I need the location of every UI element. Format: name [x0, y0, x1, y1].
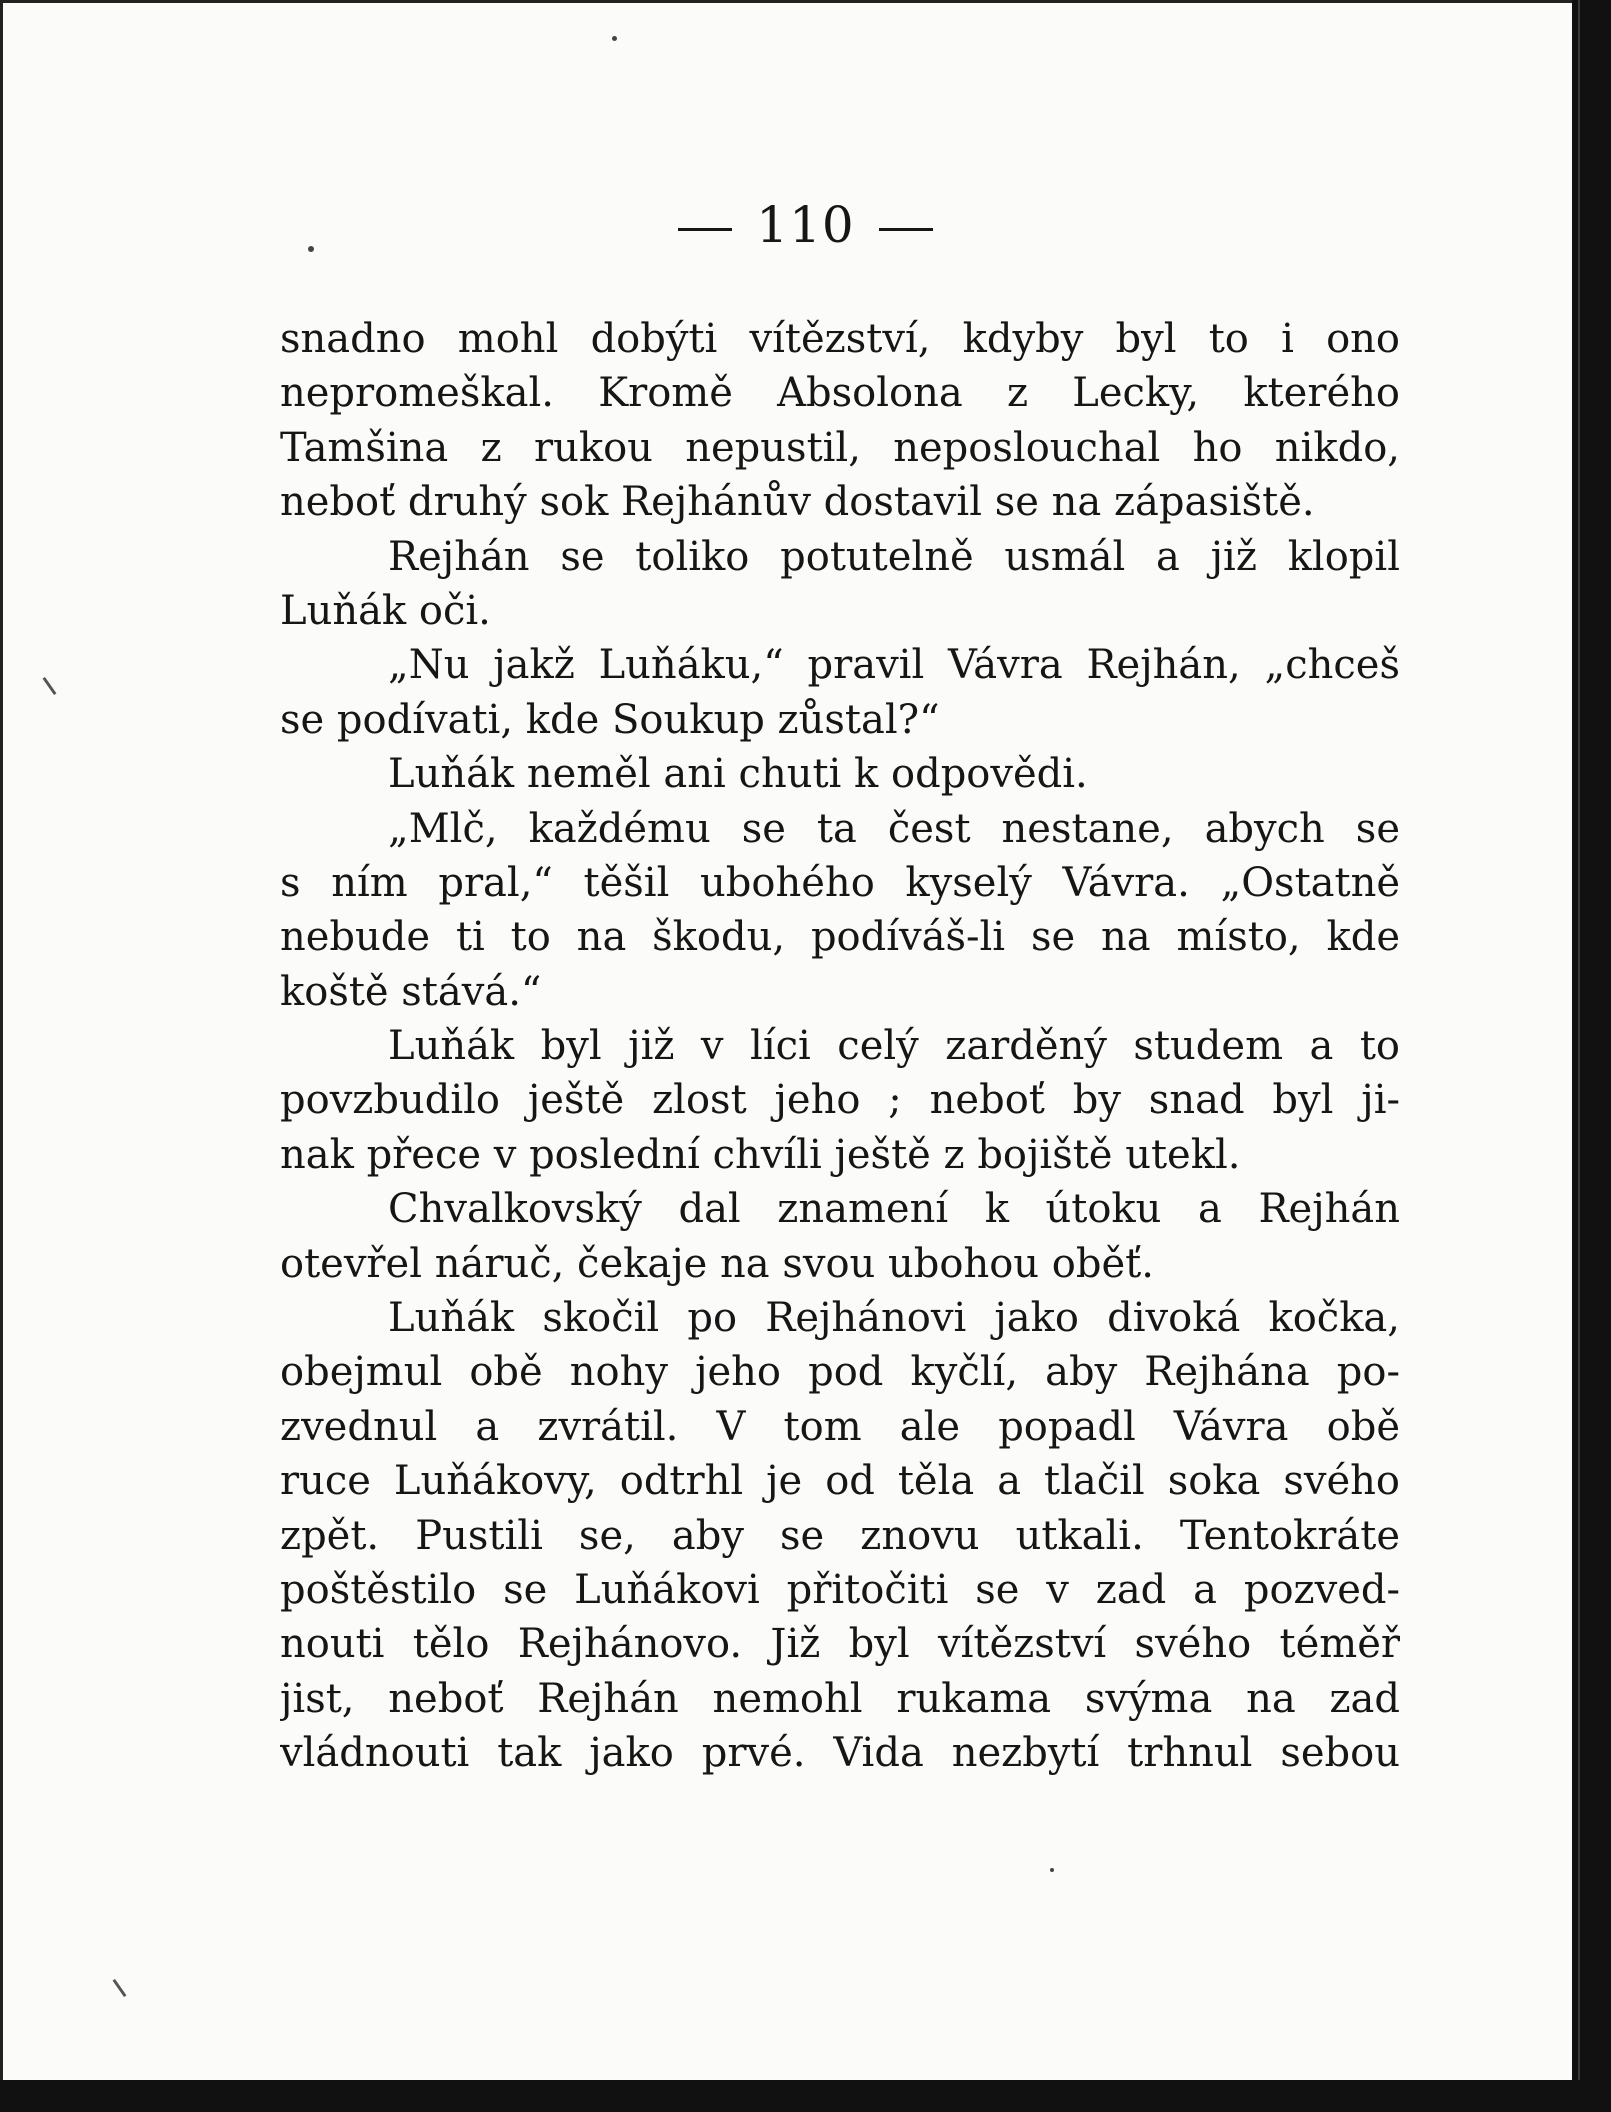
scan-speck	[1050, 1868, 1054, 1872]
text-line: nak přece v poslední chvíli ještě z bojiště utekl.	[280, 1131, 1241, 1178]
scan-bottom-border	[0, 2080, 1611, 2112]
text-line: s ním pral,“ těšil ubohého kyselý Vávra. „Ostatně	[280, 859, 1400, 906]
text-line: Tamšina z rukou nepustil, neposlouchal ho nikdo,	[280, 424, 1400, 471]
text-line: povzbudilo ještě zlost jeho ; neboť by snad byl ji-	[280, 1077, 1400, 1124]
text-line: nouti tělo Rejhánovo. Již byl vítězství svého téměř	[280, 1621, 1400, 1668]
text-line: „Mlč, každému se ta čest nestane, abych se	[388, 805, 1400, 852]
body-text	[280, 312, 1400, 1781]
text-line: se podívati, kde Soukup zůstal?“	[280, 696, 940, 743]
page-number-value: 110	[756, 196, 855, 254]
text-line: koště stává.“	[280, 968, 542, 1015]
text-line: nepromeškal. Kromě Absolona z Lecky, kterého	[280, 370, 1400, 417]
page-number-right-dash	[879, 228, 933, 231]
text-line: zvednul a zvrátil. V tom ale popadl Vávra obě	[280, 1403, 1400, 1450]
text-line: otevřel náruč, čekaje na svou ubohou oběť.	[280, 1240, 1154, 1287]
text-line: Luňák skočil po Rejhánovi jako divoká kočka,	[388, 1295, 1400, 1342]
text-line: Luňák oči.	[280, 587, 491, 634]
text-line: Chvalkovský dal znamení k útoku a Rejhán	[388, 1186, 1400, 1233]
text-line: jist, neboť Rejhán nemohl rukama svýma na zad	[280, 1675, 1400, 1722]
page-edge-line	[1578, 0, 1580, 2112]
text-line: nebude ti to na škodu, podíváš-li se na místo, kde	[280, 914, 1400, 961]
text-line: Luňák byl již v líci celý zarděný studem a to	[388, 1023, 1400, 1070]
page-number	[0, 196, 1611, 254]
text-line: ruce Luňákovy, odtrhl je od těla a tlačil soka svého	[280, 1458, 1400, 1505]
text-line: Luňák neměl ani chuti k odpovědi.	[388, 751, 1088, 798]
scan-speck	[612, 36, 617, 41]
text-line: neboť druhý sok Rejhánův dostavil se na zápasiště.	[280, 479, 1315, 526]
text-line: obejmul obě nohy jeho pod kyčlí, aby Rejhána po-	[280, 1349, 1400, 1396]
text-line: vládnouti tak jako prvé. Vida nezbytí trhnul sebou	[280, 1730, 1400, 1777]
text-line: Rejhán se toliko potutelně usmál a již klopil	[388, 533, 1400, 580]
page-number-left-dash	[678, 228, 732, 231]
text-line: poštěstilo se Luňákovi přitočiti se v zad a pozved-	[280, 1566, 1400, 1613]
text-line: „Nu jakž Luňáku,“ pravil Vávra Rejhán, „chceš	[388, 642, 1400, 689]
text-line: zpět. Pustili se, aby se znovu utkali. Tentokráte	[280, 1512, 1400, 1559]
text-line: snadno mohl dobýti vítězství, kdyby byl to i ono	[280, 316, 1400, 362]
